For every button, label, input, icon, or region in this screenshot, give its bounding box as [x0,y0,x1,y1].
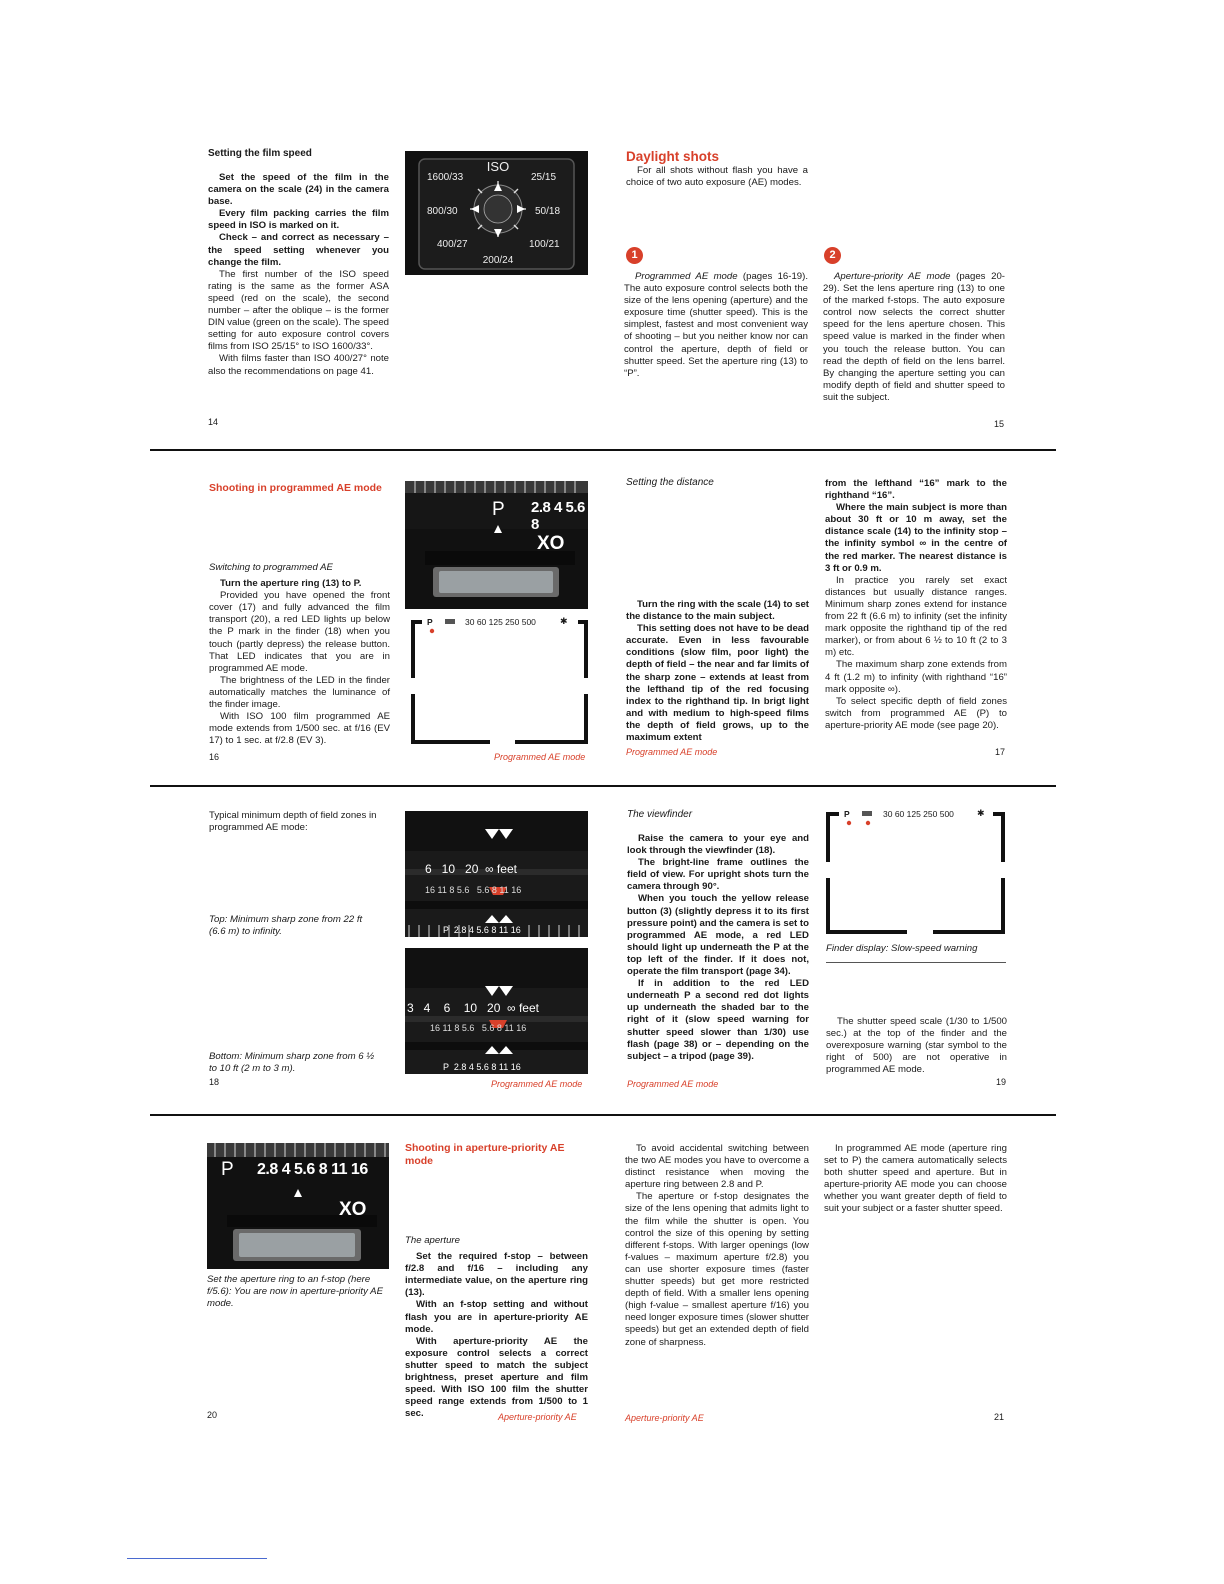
page-number-21: 21 [994,1412,1005,1422]
lens-p-mark: P [492,499,505,520]
distance-feet-scale-bottom: 3 4 6 10 20 ∞ feet [407,1001,539,1015]
programmed-ae-text: (pages 16-19). The auto exposure control selects both the size of the lens opening (aperture) and the exposure time (shutter speed). This is the simplest, fastest and most convenient way of shooting – but you neither know nor can control the aperture, depth of field or shutter speed. Set the aperture ring (13) to “P”. [624,271,808,379]
aperture-para-1: To avoid accidental switching between the two AE modes you have to overcome a distinct resistance when moving the aperture ring between 2.8 and P. [625,1143,809,1191]
dof-heading-block [209,810,379,834]
switching-subheading: Switching to programmed AE [209,562,333,573]
finder-speed-scale-19: 30 60 125 250 500 [883,809,954,819]
page-number-15: 15 [994,419,1005,429]
film-speed-bold-1: Set the speed of the film in the camera on the scale (24) in the camera base. [208,172,389,208]
iso-dial-1600: 1600/33 [427,172,464,183]
daylight-intro-text: For all shots without flash you have a choice of two auto exposure (AE) modes. [626,165,808,189]
distance-bold-2: This setting does not have to be dead accurate. Even in less favourable conditions (slow film, poor light) the depth of field – the near and far limits of the sharp zone – extends at least from the lefthand tip of the red focusing index to the righthand tip. In brigt light and with medium to high-speed films the depth of field grows, up to the maximum extent [626,623,809,744]
iso-dial-400: 400/27 [437,239,468,250]
film-speed-para-1: The first number of the ISO speed rating is the same as the former ASA speed (red on the scale), the second number – after the oblique – is the former DIN value (green on the scale). The speed setting for auto exposure control covers films from ISO 25/15° to ISO 1600/33°. [208,268,389,353]
distance-continued-text [825,478,1007,732]
finder-p-label: P [427,617,433,627]
overexposure-star-icon: ✱ [560,616,568,626]
iso-dial-label: ISO [486,159,510,174]
daylight-intro [626,165,808,189]
page-number-19: 19 [996,1077,1007,1087]
programmed-ae-lead: Programmed AE mode [635,271,738,282]
film-speed-para-2: With films faster than ISO 400/27° note also the recommendations on page 41. [208,353,389,377]
switching-para-1: Provided you have opened the front cover (17) and fully advanced the film transport (20), a red LED lights up below the P mark in the finder (18) when you touch (partly depress) the release button. That LED indicates that you are in programmed AE mode. [209,590,390,674]
distance-para-1: In practice you rarely set exact distances but usually distance ranges. Minimum sharp zones extend for instance from 22 ft (6.6 m) to infinity (set the infinity mark opposite the righthand tip of the red marker), or from about 6 ½ to 10 ft (2 to 3 m) etc. [825,574,1007,659]
viewfinder-bold-3: When you touch the yellow release button (3) (slightly depress it to its first pressure point) and the camera is set to programmed AE mode, a red LED should light up underneath the P at the top left of the finder. If it does not, operate the film transport (page 34). [627,893,809,978]
iso-dial-graphic [405,151,588,275]
dof-caption-bottom: Bottom: Minimum sharp zone from 6 ½ to 10 ft (2 m to 3 m). [209,1051,375,1074]
setting-distance-subheading: Setting the distance [626,477,714,488]
viewfinder-text [627,833,809,1063]
page-number-17: 17 [995,747,1006,757]
film-speed-bold-2: Every film packing carries the film speed in ISO is marked on it. [208,208,389,232]
page-number-20: 20 [207,1410,218,1420]
xo-badge: XO [537,533,565,554]
iso-dial-25: 25/15 [531,172,557,183]
xo-badge-20: XO [339,1199,367,1220]
aperture-scale-top: P 2.8 4 5.6 8 11 16 [443,925,521,935]
iso-dial-photo [405,151,588,275]
aperture-priority-summary [823,271,1005,404]
dof-heading: Typical minimum depth of field zones in programmed AE mode: [209,810,377,834]
film-speed-heading: Setting the film speed [208,148,312,159]
footer-programmed-16: Programmed AE mode [494,752,586,762]
finder-p-label-19: P [844,809,850,819]
page-number-16: 16 [209,752,220,762]
distance-feet-scale-top: 6 10 20 ∞ feet [425,862,517,876]
aperture-priority-lead: Aperture-priority AE mode [834,271,951,282]
aperture-bold-1: Set the required f-stop – between f/2.8 and f/16 – including any intermediate value, on the aperture ring (13). [405,1251,588,1299]
iso-dial-100: 100/21 [529,239,560,250]
page-number-18: 18 [209,1077,220,1087]
lens-aperture-scale: 2.8 4 5.6 8 [531,499,585,533]
caption-underline [826,962,1006,963]
aperture-bold-3: With aperture-priority AE the exposure control selects a correct shutter speed to match the subject brightness, preset aperture and film speed. With ISO 100 film the shutter speed range extends from 1/500 to 1 sec. [405,1335,588,1420]
finder-display-programmed [410,614,590,746]
distance-scale-photo-top [405,811,588,937]
dof-scale-top: 16 11 8 5.6 5.6 8 11 16 [425,885,522,895]
page-number-14: 14 [208,417,219,427]
bullet-number-2: 2 [824,247,841,264]
footer-aperture-21: Aperture-priority AE [625,1413,704,1423]
iso-dial-200: 200/24 [482,255,514,266]
aperture-para-3: In programmed AE mode (aperture ring set to P) the camera automatically selects both shutter speed and aperture. But in aperture-priority AE mode you can choose whether you want greater depth of field to suit your subject or a faster shutter speed. [824,1143,1007,1215]
aperture-subheading: The aperture [405,1235,460,1246]
viewfinder-bold-1: Raise the camera to your eye and look through the viewfinder (18). [627,833,809,857]
distance-bold-3: from the lefthand “16” mark to the righthand “16”. [825,478,1007,502]
distance-para-3: To select specific depth of field zones switch from programmed AE (P) to aperture-priority AE mode (see page 20). [825,695,1007,731]
distance-bold-1: Turn the ring with the scale (14) to set the distance to the main subject. [626,599,809,623]
shutter-scale-text [826,1016,1007,1076]
page-divider-1 [150,449,1056,451]
footer-programmed-17: Programmed AE mode [626,747,718,757]
aperture-bold-2: With an f-stop setting and without flash you are in aperture-priority AE mode. [405,1299,588,1335]
distance-para-2: The maximum sharp zone extends from 4 ft (1.2 m) to infinity (with righthand “16” mark opposite ∞). [825,659,1007,695]
aperture-ring-p-photo [405,481,588,609]
finder-display-slow-speed [825,806,1007,936]
overexposure-star-icon-19: ✱ [977,808,985,818]
aperture-explanation [625,1143,809,1349]
viewfinder-bold-4: If in addition to the red LED underneath P a second red dot lights up underneath the shaded bar to the right of it (slow speed warning for shutter speed slower than 1/30) use flash (page 38) or – depending on the subject – a tripod (page 39). [627,978,809,1062]
aperture-ring-f56-photo [207,1143,389,1269]
aperture-priority-title: Shooting in aperture-priority AE mode [405,1142,565,1167]
finder-speed-scale: 30 60 125 250 500 [465,617,536,627]
aperture-scale-bottom: P 2.8 4 5.6 8 11 16 [443,1062,521,1072]
lens-p-mark-20: P [221,1159,234,1180]
page-divider-2 [150,785,1056,787]
footer-programmed-18: Programmed AE mode [491,1079,583,1089]
viewfinder-bold-2: The bright-line frame outlines the field of view. For upright shots turn the camera through 90°. [627,857,809,893]
lens-aperture-scale-20: 2.8 4 5.6 8 11 16 [257,1161,368,1178]
film-speed-bold-3: Check – and correct as necessary – the speed setting whenever you change the film. [208,232,389,268]
footer-aperture-20: Aperture-priority AE [498,1412,577,1422]
footnote-rule [127,1558,267,1559]
aperture-para-2: The aperture or f-stop designates the size of the lens opening that admits light to the film while the shutter is open. You control the size of this opening by setting different f-stops. With larger openings (low f-values – maximum aperture f/2.8) you can use shorter exposure times (faster shutter speeds) but get more restricted depth of field. With a smaller lens opening (high f-value – smallest aperture f/16) you need longer exposure times (slower shutter speeds) but get an extended depth of field zone of sharpness. [625,1191,809,1348]
shutter-scale-para: The shutter speed scale (1/30 to 1/500 sec.) at the top of the finder and the overexposure warning (star symbol to the right of 500) are not operative in programmed AE mode. [826,1016,1007,1076]
programmed-ae-title: Shooting in programmed AE mode [209,482,382,494]
distance-bold-4: Where the main subject is more than about 30 ft or 10 m away, set the distance scale (14) to the infinity stop – the infinity symbol ∞ in the centre of the red marker. The nearest distance is 3 ft or 0.9 m. [825,502,1007,574]
aperture-text-block [405,1235,588,1420]
film-speed-text [208,172,389,378]
setting-distance-text [626,599,809,744]
aperture-ring-caption: Set the aperture ring to an f-stop (here f/5.6): You are now in aperture-priority AE mode. [207,1274,383,1309]
switching-para-2: The brightness of the LED in the finder automatically matches the luminance of the finder image. [209,674,390,711]
iso-dial-50: 50/18 [535,206,561,217]
footer-programmed-19: Programmed AE mode [627,1079,719,1089]
aperture-priority-text: (pages 20-29). Set the lens aperture ring (13) to one of the marked f-stops. The auto exposure control now selects the correct shutter speed for the lens aperture chosen. This speed value is marked in the finder when you touch the release button. You can read the depth of field on the lens barrel. By changing the aperture setting you can modify depth of field and shutter speed to suit the subject. [823,271,1005,403]
daylight-shots-title: Daylight shots [626,149,720,164]
programmed-ae-text-block [209,562,390,747]
switching-bold: Turn the aperture ring (13) to P. [220,578,362,590]
bullet-number-1: 1 [626,247,643,264]
page-divider-3 [150,1114,1056,1116]
iso-dial-800: 800/30 [427,206,458,217]
mode-choice-text [824,1143,1007,1216]
dof-scale-bottom: 16 11 8 5.6 5.6 8 11 16 [430,1023,527,1033]
switching-para-3: With ISO 100 film programmed AE mode extends from 1/500 sec. at f/16 (EV 17) to 1 sec. at f/2.8 (EV 3). [209,711,390,747]
viewfinder-subheading: The viewfinder [627,809,693,820]
programmed-ae-summary [624,271,808,380]
finder-caption: Finder display: Slow-speed warning [826,943,978,954]
dof-caption-top: Top: Minimum sharp zone from 22 ft (6.6 m) to infinity. [209,914,363,937]
distance-scale-photo-bottom [405,948,588,1074]
